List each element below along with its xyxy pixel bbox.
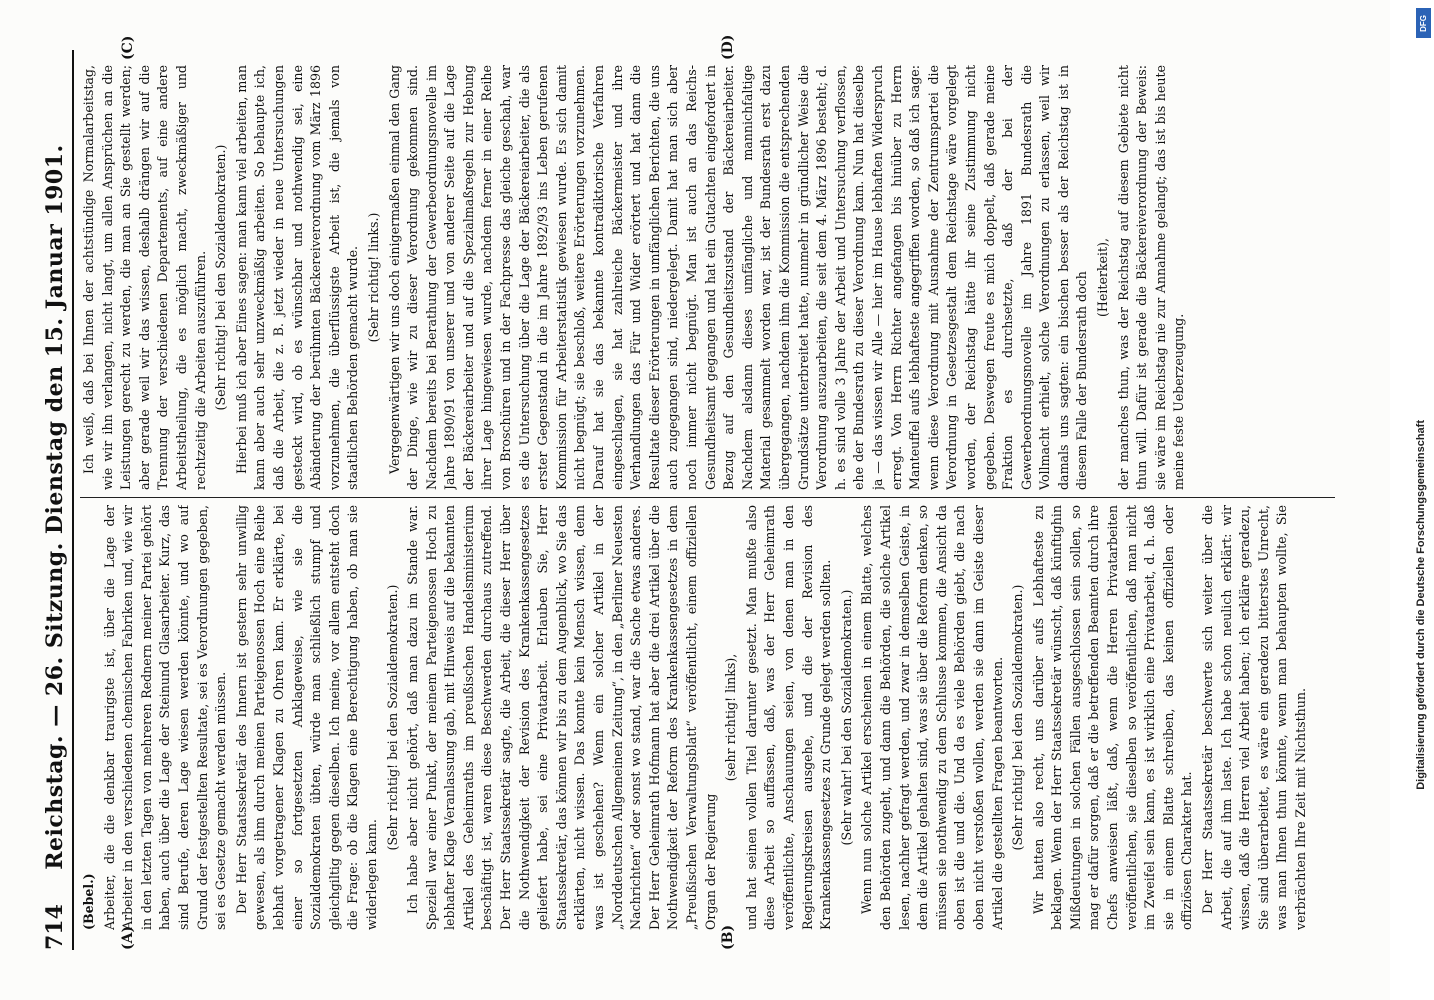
paragraph: Vergegenwärtigen wir uns doch einigermaßen einmal den Gang der Dinge, wie wir zu dieser Verordnung gekommen sind. Nachdem bereits bei Berathung der Gewerbeordnungsnovelle im Jahre 1890/91 von unserer und von anderer Seite auf die Lage der Bäckereiarbeiter und auf die Spezialmaßregeln zur Hebung ihrer Lage hingewiesen wurde, nachdem ferner in einer Reihe von Broschüren und in der Fachpresse das gleiche geschah, war es die Untersuchung über die Lage der Bäckereiarbeiter, die als erster Gegenstand in die im Jahre 1892/93 ins Leben gerufenen Kommission für Arbeiterstatistik gewiesen wurde. Es sich damit nicht begnügt; sie beschloß, weitere Erörterungen vorzunehmen. Darauf hat sie das bekannte kontradiktorische Verfahren eingeschlagen, sie hat zahlreiche Bäckermeister und ihre Verhandlungen das Für und Wider erörtert und hat dann die Resultate dieser Erörterungen in umfänglichen Berichten, die uns auch zugegangen sind, niedergelegt. Damit hat man sich aber noch immer nicht begnügt. Man ist auch an das Reichs-Gesundheitsamt gegangen und hat ein Gutachten eingefordert in Bezug auf den Gesundheitszustand der Bäckereiarbeiter. Nachdem alsdann dieses umfängliche und mannichfaltige Material gesammelt worden war, ist der Bundesrath erst dazu übergegangen, nachdem ihm die Kommission die entsprechenden Grundsätze unterbreitet hatte, nunmehr in gründlicher Weise die Verordnung auszuarbeiten, die seit dem 4. März 1896 besteht; d. h. es sind volle 3 Jahre der Arbeit und Untersuchung verflossen, ehe der Bundesrath zu dieser Verordnung kam. Nun hat dieselbe ja — das wissen wir Alle — hier im Hause lebhaften Widerspruch erregt. Von Herrn Richter angefangen bis hinüber zu Herrn Manteuffel aufs lebhafteste angegriffen worden, so daß ich sage: wenn diese Verordnung mit Ausnahme der Zentrumspartei die Verordnung in Gesetzesgestalt dem Reichstage wäre vorgelegt worden, der Reichstag hätte ihr seine Zustimmung nicht gegeben. Deswegen freute es mich doppelt, daß gerade meine Fraktion es durchsetzte, daß der bei der Gewerbeordnungsnovelle im Jahre 1891 Bundesrath die Vollmacht erhielt, solche Verordnungen zu erlassen, weil wir damals uns sagten: ein bischen besser als der Reichstag ist in diesem Falle der Bundesrath doch (386, 65, 1090, 490)
paragraph: und hat seinen vollen Titel darunter gesetzt. Man mußte also diese Arbeit so auffassen, daß, was der Herr Geheimrath veröffentlichte, Anschauungen seien, von denen man in den Regierungskreisen ausgehe, und die der Revision des Krankenkassengesetzes zu Grunde gelegt werden sollten. (743, 505, 834, 930)
page-number: 714 (42, 904, 68, 950)
paragraph: Ich weiß, daß bei Ihnen der achtstündige Normalarbeitstag, wie wir ihn verlangen, nicht langt, um allen Ansprüchen an die Leistungen gerecht zu werden, die man an Sie gestellt werden; aber gerade weil wir das wissen, deshalb drängen wir auf die Trennung der verschiedenen Departements, auf eine andere Arbeitstheilung, die es möglich macht, zweckmäßiger und rechtzeitig die Arbeiten auszuführen. (81, 65, 208, 490)
margin-marker-b: (B) (720, 924, 736, 950)
interjection: (Sehr richtig! bei den Sozialdemokraten.) (1010, 584, 1026, 851)
interjection: (Sehr richtig! bei den Sozialdemokraten.) (213, 144, 229, 411)
interjection: (sehr richtig! links), (723, 653, 739, 782)
paragraph: Der Herr Staatssekretär des Innern ist gestern sehr unwillig gewesen, als ihm durch meinen Parteigenossen Hoch eine Reihe lebhaft vorgetragener Klagen zu Ohren kam. Er erklärte, bei einer so fortgesetzten Anklageweise, wie sie die Sozialdemokraten übten, würde man schließlich stumpf und gleichgiltig gegen dieselben. Ich meine, vor allem entsteht doch die Frage: ob die Klagen eine Berechtigung haben, ob man sie widerlegen kann. (233, 505, 379, 930)
dfg-logo: DFG (1416, 8, 1431, 38)
margin-marker-a: (A) (120, 925, 136, 950)
paragraph: Arbeiter, die die denkbar traurigste ist, über die Lage der Arbeiter in den verschiedenen chemischen Fabriken und, wie wir in den letzten Tagen von mehreren Rednern meiner Partei gehört haben, auch über die Lage der Steinund Glasarbeiter. Kurz, das sind Berufe, deren Lage wiesen werden könnte, und wo auf Grund der festgestellten Resultate, sei es Verordnungen gegeben, sei es Gesetze gemacht werden müssen. (101, 505, 229, 930)
margin-marker-d: (D) (720, 34, 736, 60)
paragraph: Hierbei muß ich aber Eines sagen: man kann viel arbeiten, man kann aber auch sehr unzweckmäßig arbeiten. So behaupte ich, daß die Arbeit, die z. B. jetzt wieder in neue Untersuchungen gesteckt wird, ob es wünschbar und nothwendig sei, eine Abänderung der berühmten Bäckereiverordnung vom März 1896 vorzunehmen, die überflüssigste Arbeit ist, die jemals von staatlichen Behörden gemacht wurde. (233, 65, 361, 490)
paragraph: Ich habe aber nicht gehört, daß man dazu im Stande war. Speziell war einer Punkt, der meinem Parteigenossen Hoch zu lebhafter Klage Veranlassung gab, mit Hinweis auf die bekannten Artikel des Geheimraths im preußischen Handelsministerium beschäftigt ist, waren diese Beschwerden durchaus zutreffend. Der Herr Staatssekretär sagte, die Arbeit, die dieser Herr über die Nothwendigkeit der Revision des Krankenkassengesetzes geliefert habe, sei eine Privatarbeit. Erlauben Sie, Herr Staatssekretär, das können wir bis zu dem Augenblick, wo Sie das erklärten, nicht wissen. Das konnte kein Mensch wissen, denn was ist geschehen? Wenn ein solcher Artikel in der „Norddeutschen Allgemeinen Zeitung“, in den „Berliner Neuesten Nachrichten“ oder sonst wo stand, war die Sache etwas anderes. Der Herr Geheimrath Hofmann hat aber die drei Artikel über die Nothwendigkeit der Reform des Krankenkassengesetzes in dem „Preußischen Verwaltungsblatt“ veröffentlicht, einem offiziellen Organ der Regierung (405, 505, 718, 930)
right-column (80, 65, 1335, 490)
paragraph: Wenn nun solche Artikel erscheinen in einem Blatte, welches den Behörden zugeht, und dann die Behörden, die solche Artikel lesen, nachher gefragt werden, und zwar in demselben Geiste, in dem die Artikel gehalten sind, was sie über die Reform denken, so müssen sie nothwendig zu dem Schlusse kommen, die Ansicht da oben ist die und die. Und da es viele Behörden giebt, die nach oben nicht verstoßen wollen, werden sie dann im Geiste dieser Artikel die gestellten Fragen beantworten. (859, 505, 1005, 930)
column-divider (80, 497, 1335, 498)
speaker-label: (Bebel.) (81, 873, 96, 930)
digitization-strip (1412, 0, 1434, 1000)
paragraph: Wir hatten also recht, uns darüber aufs Lebhafteste zu beklagen. Wenn der Herr Staatssekretär wünscht, daß künftighin Mißdeutungen in solchen Fällen ausgeschlossen sein sollen, so mag er dafür sorgen, daß er die betreffenden Beamten durch ihre Chefs anweisen läßt, daß, wenn die Herren Privatarbeiten veröffentlichen, sie dieselben so veröffentlichen, daß man nicht im Zweifel sein kann, es ist wirklich eine Privatarbeit, d. h. daß sie in einem Blatte schreiben, das keinen offiziellen oder offiziösen Charakter hat. (1030, 505, 1195, 930)
margin-marker-c: (C) (120, 35, 136, 60)
page-title: Reichstag. — 26. Sitzung. Dienstag den 15. Januar 1901. (42, 144, 68, 870)
left-column (80, 505, 1335, 930)
interjection: (Sehr richtig! bei den Sozialdemokraten.) (384, 584, 400, 851)
interjection: (Sehr wahr! bei den Sozialdemokraten.) (838, 589, 854, 846)
paragraph: der manches thun, was der Reichstag auf diesem Gebiete nicht thun will. Dafür ist gerade die Bäckereiverordnung der Beweis: sie wäre im Reichstag nie zur Annahme gelangt; das ist bis heute meine feste Ueberzeugung. (1115, 65, 1187, 490)
paragraph: Der Herr Staatssekretär beschwerte sich weiter über die Arbeit, die auf ihm laste. Ich habe schon neulich erklärt: wir wissen, daß die Herren viel Arbeit haben; ich erkläre geradezu, Sie sind überarbeitet, es wäre ein geradezu bitterstes Unrecht, was man Ihnen thun könnte, wenn man behaupten wollte, Sie verbrächten Ihre Zeit mit Nichtsthun. (1200, 505, 1308, 930)
interjection: (Heiterkeit), (1095, 238, 1111, 317)
interjection: (Sehr richtig! links.) (365, 212, 381, 343)
digitization-note: Digitalisierung gefördert durch die Deutsche Forschungsgemeinschaft (1415, 420, 1427, 790)
running-head (28, 50, 74, 950)
